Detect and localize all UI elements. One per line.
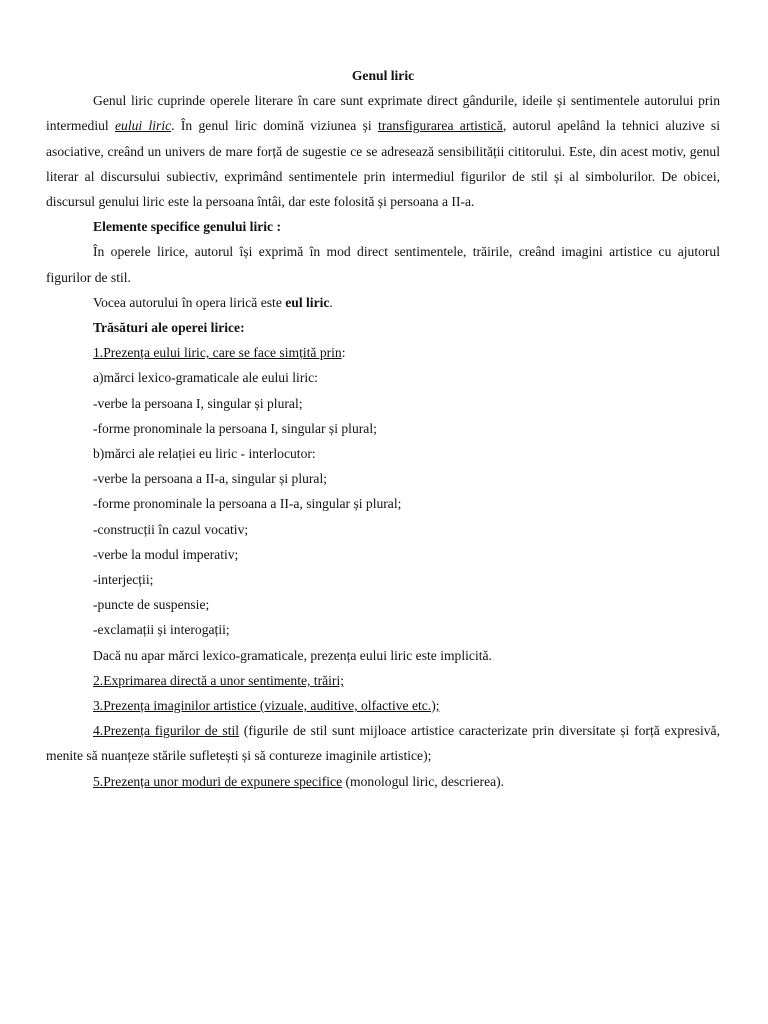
intro-term-transfigurarea: transfigurarea artistică [378, 118, 503, 134]
intro-text-2: . În genul liric domină viziunea și [171, 118, 379, 134]
intro-text-1: Genul liric cuprinde operele literare în care sunt exprimate direct gândurile, ideile și sentimentele autorului prin intermediul [46, 93, 720, 134]
trait-2-text: 2.Exprimarea directă a unor sentimente, trăiri; [93, 672, 344, 688]
trait-5-text: (monologul liric, descrierea). [342, 773, 505, 789]
traits-heading: Trăsături ale operei lirice: [93, 320, 245, 336]
list-line: -construcții în cazul vocativ; [93, 521, 249, 537]
list-line: -forme pronominale la persoana I, singular și plural; [93, 420, 377, 436]
trait-5-heading: 5.Prezența unor moduri de expunere specifice [93, 773, 343, 789]
list-line: -exclamații și interogații; [93, 622, 230, 638]
trait-1-colon: : [341, 345, 346, 361]
list-line: -interjecții; [93, 572, 154, 588]
trait-5 [46, 769, 720, 794]
trait-1-heading [46, 340, 720, 365]
list-line: a)mărci lexico-gramaticale ale eului liric: [93, 370, 318, 386]
list-line: -verbe la persoana I, singular și plural; [93, 395, 303, 411]
list-line: -puncte de suspensie; [93, 597, 210, 613]
voice-text-1: Vocea autorului în opera lirică este [93, 294, 286, 310]
trait-1-text: 1.Prezența eului liric, care se face simțită prin [93, 345, 342, 361]
trait-4-heading: 4.Prezența figurilor de stil [93, 723, 240, 739]
elements-paragraph: În operele lirice, autorul își exprimă în mod direct sentimentele, trăirile, creând imagini artistice cu ajutorul figurilor de stil. [46, 244, 720, 285]
intro-text-3: , autorul apelând la tehnici aluzive si asociative, creând un univers de mare forță de sugestie ce se adresează sensibilității cititorului. Este, din acest motiv, genul literar al discursului subiectiv, exprimând sentimentele prin intermediul figurilor de stil și al simbolurilor. De obicei, discursul genului liric este la persoana întâi, dar este folosită și persoana a II-a. [46, 118, 720, 210]
voice-term-eul-liric: eul liric [285, 294, 330, 310]
document-page [46, 63, 720, 794]
trait-3 [46, 693, 720, 718]
document-title: Genul liric [351, 68, 415, 83]
intro-paragraph [46, 88, 720, 214]
list-line: -verbe la persoana a II-a, singular și plural; [93, 471, 328, 487]
voice-text-2: . [329, 294, 333, 310]
list-line: -forme pronominale la persoana a II-a, singular și plural; [93, 496, 402, 512]
elements-heading: Elemente specifice genului liric : [93, 219, 282, 235]
trait-4 [46, 718, 720, 768]
list-line: Dacă nu apar mărci lexico-gramaticale, prezența eului liric este implicită. [93, 647, 492, 663]
voice-paragraph [46, 290, 720, 315]
intro-term-eului-liric: eului liric [114, 118, 172, 134]
list-line: b)mărci ale relației eu liric - interlocutor: [93, 446, 316, 462]
trait-2 [46, 668, 720, 693]
trait-4-text: (figurile de stil sunt mijloace artistice caracterizate prin diversitate și forță expresivă, menite să nuanțeze stările sufletești și să contureze imaginile artistice); [46, 723, 720, 764]
trait-3-text: 3.Prezența imaginilor artistice (vizuale, auditive, olfactive etc.); [93, 698, 440, 714]
list-line: -verbe la modul imperativ; [93, 546, 239, 562]
